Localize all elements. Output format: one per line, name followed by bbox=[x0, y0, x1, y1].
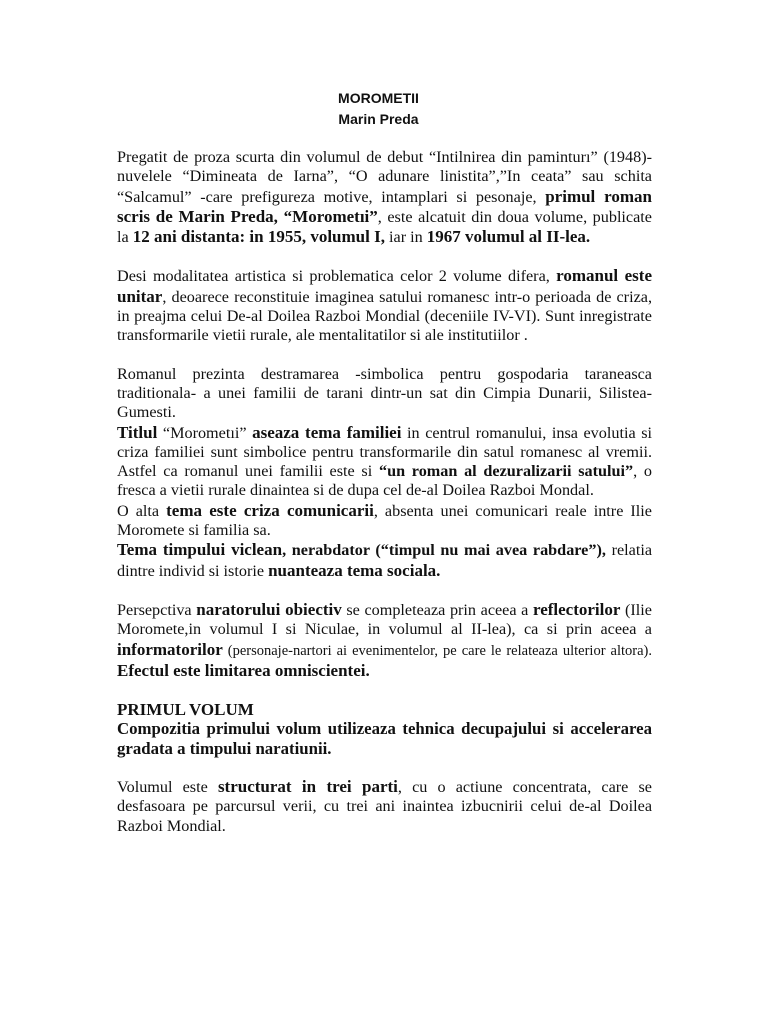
document-page bbox=[117, 88, 652, 836]
text-run: (personaje-nartori ai evenimentelor, pe care le relateaza ulterior altora). bbox=[222, 642, 652, 659]
text-run: O alta bbox=[117, 501, 167, 520]
text-run: in centrul romanului, insa evolutia si criza familiei sunt simbolice pentru transformarile din satul romanesc al vremii. Astfel ca romanul unei familii este si bbox=[117, 423, 653, 481]
text-run-bold: primul roman scris de Marin Preda, “Morometıi” bbox=[117, 186, 652, 226]
text-run: Pregatit de proza scurta din volumul de debut “Intilnirea din paminturı” (1948)- nuvelele “Dimineata de Iarna”, “O adunare linistita”,”In ceata” sau schita “Salcamul” -care prefigureza motive, intamplari si pesonaje, bbox=[117, 148, 652, 206]
text-run-bold: Titlul bbox=[117, 422, 158, 442]
text-run-bold: nuanteaza tema sociala. bbox=[268, 560, 441, 580]
document-author: Marin Preda bbox=[338, 111, 419, 127]
section-heading: PRIMUL VOLUM bbox=[117, 700, 254, 720]
text-run: relatia dintre individ si istorie bbox=[117, 541, 653, 580]
text-run: “Morometıi” bbox=[157, 423, 253, 442]
text-run-bold: Tema timpului viclean bbox=[117, 540, 283, 560]
text-run-bold: 1967 volumul al II-lea. bbox=[426, 227, 591, 247]
text-run: , deoarece reconstituie imaginea satului romanesc intr-o perioada de criza, in preajma celui De-al Doilea Razboi Mondial (deceniile IV-VI). Sunt inregistrate transformarile vietii rurale, ale mentalitatilor si ale institutiilor . bbox=[117, 287, 652, 345]
text-run-bold: reflectorilor bbox=[532, 599, 621, 619]
text-run: , cu o actiune concentrata, care se desfasoara pe parcursul verii, cu trei ani inaintea izbucnirii celui de-al Doilea Razboi Mondial. bbox=[117, 778, 652, 835]
text-run: , este alcatuit din doua volume, publicate la bbox=[117, 207, 652, 247]
text-run: Volumul este bbox=[117, 778, 218, 797]
paragraph-narrator bbox=[117, 600, 652, 681]
text-run: , absenta unei comunicari reale intre Ilie Moromete si familia sa. bbox=[117, 501, 652, 540]
text-run-bold: Efectul este limitarea omniscientei. bbox=[117, 660, 370, 680]
text-run: se completeaza prin aceea a bbox=[341, 600, 533, 619]
text-run: Persepctiva bbox=[117, 600, 197, 619]
text-run-bold: structurat in trei parti bbox=[217, 777, 398, 797]
paragraph-intro bbox=[117, 148, 652, 247]
text-run-bold: aseaza tema familiei bbox=[252, 422, 402, 442]
text-run-bold: informatorilor bbox=[117, 639, 223, 659]
paragraph-composition: Compozitia primului volum utilizeaza tehnica decupajului si accelerarea gradata a timpului naratiunii. bbox=[117, 719, 652, 758]
text-run-bold: “un roman al dezuralizarii satului” bbox=[378, 462, 634, 481]
title-block bbox=[105, 88, 652, 130]
paragraph-time-theme bbox=[117, 540, 652, 581]
text-run: , o fresca a vietii rurale dinaintea si de dupa cel de-al Doilea Razboi Mondal. bbox=[117, 462, 652, 500]
paragraph-family-decline: Romanul prezinta destramarea -simbolica pentru gospodaria taraneasca traditionala- a unei familii de tarani dintr-un sat din Cimpia Dunarii, Silistea-Gumesti. bbox=[117, 364, 652, 422]
text-run: iar in bbox=[384, 228, 427, 247]
text-run-bold: tema este criza comunicarii bbox=[166, 500, 374, 520]
text-run-bold: , nerabdator (“timpul nu mai avea rabdare”), bbox=[282, 541, 606, 560]
text-run-bold: 12 ani distanta: in 1955, volumul I, bbox=[132, 227, 385, 247]
text-run-bold: romanul este unitar bbox=[117, 266, 653, 306]
paragraph-title-theme bbox=[117, 423, 652, 501]
paragraph-communication bbox=[117, 501, 652, 541]
text-run: (Ilie Moromete,in volumul I si Niculae, in volumul al II-lea), ca si prin aceea a bbox=[117, 600, 652, 639]
paragraph-unity bbox=[117, 266, 652, 345]
document-title: MOROMETII bbox=[338, 90, 419, 106]
paragraph-structure bbox=[117, 777, 652, 836]
text-run-bold: naratorului obiectiv bbox=[196, 599, 342, 619]
text-run: Desi modalitatea artistica si problematica celor 2 volume difera, bbox=[117, 267, 557, 286]
